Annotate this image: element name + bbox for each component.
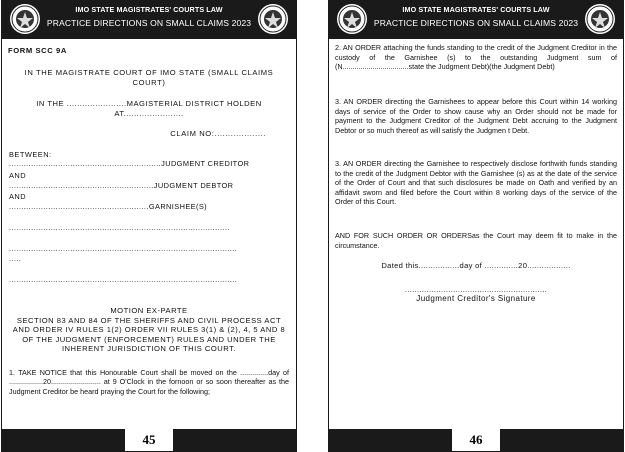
signature-label: Judgment Creditor's Signature xyxy=(416,294,536,303)
left-page xyxy=(1,0,297,452)
page-number: 46 xyxy=(452,429,500,451)
blank-line: ............................................................................................. xyxy=(9,275,238,284)
blank-line: ............................................................................................. xyxy=(9,244,238,253)
blank-line: ..... xyxy=(9,254,22,263)
order-paragraph-3a: 3. AN ORDER directing the Garnishees to appear before this Court within 14 working days of service of the Order to show cause why an Order should not be made for payment to the Judgment Creditor of the Judgment Debt accruing to the Judgment Debtor or so much thereof as will satisfy the Judgmen t Debt. xyxy=(335,97,617,135)
form-id: FORM SCC 9A xyxy=(8,46,67,55)
signature-line: ........................................................... xyxy=(404,285,548,294)
motion-title: MOTION EX-PARTE xyxy=(110,306,188,315)
motion-body: SECTION 83 AND 84 OF THE SHERIFFS AND CIVIL PROCESS ACT AND ORDER IV RULES 1(2) ORDER VII RULES 3(1) & (2), 4, 5 AND 8 OF THE JUDGMENT (ENFORCEMENT) RULES AND UNDER THE INHERENT JURISDICTION OF THIS COURT. xyxy=(12,315,286,354)
further-order-paragraph: AND FOR SUCH ORDER OR ORDERSas the Court may deem fit to make in the circumstance. xyxy=(335,231,617,250)
header-practice-title: PRACTICE DIRECTIONS ON SMALL CLAIMS 2023 xyxy=(373,18,579,28)
and-label: AND xyxy=(9,171,27,180)
between-label: BETWEEN: xyxy=(9,150,52,159)
order-paragraph-3b: 3. AN ORDER directing the Garnishee to respectively disclose forthwith funds standing to the credit of the Judgment Debtor with the Garnishee (s) as at the date of the service of the Order of Court and that such disclosures be made on Oath and verified by an affidavit sworn and filed before the Court within 8 working days of the service of the Order of this Court. xyxy=(335,159,617,206)
judgment-debtor-line: ...........................................................JUDGMENT DEBTOR xyxy=(9,181,234,190)
court-title: IN THE MAGISTRATE COURT OF IMO STATE (SMALL CLAIMS COURT) xyxy=(24,68,274,87)
page-header xyxy=(329,1,623,39)
page-number: 45 xyxy=(125,429,173,451)
garnishee-line: .........................................................GARNISHEE(S) xyxy=(9,202,208,211)
blank-line: .......................................................................................... xyxy=(9,223,230,232)
header-law-title: IMO STATE MAGISTRATES' COURTS LAW xyxy=(402,5,550,14)
right-page xyxy=(328,0,624,452)
motion-block xyxy=(12,306,286,354)
page-footer xyxy=(2,429,296,451)
dated-line: Dated this.................day of ..............20.................. xyxy=(381,261,571,270)
header-practice-title: PRACTICE DIRECTIONS ON SMALL CLAIMS 2023 xyxy=(46,18,252,28)
and-label: AND xyxy=(9,192,27,201)
header-law-title: IMO STATE MAGISTRATES' COURTS LAW xyxy=(75,5,223,14)
district-line: IN THE .......................MAGISTERIAL DISTRICT HOLDEN AT....................... xyxy=(36,99,262,118)
court-seal-icon xyxy=(584,3,616,35)
take-notice-paragraph: 1. TAKE NOTICE that this Honourable Court shall be moved on the ..............day of .................20......................... at 9 O'Clock in the fornoon or so soon thereafter as the Judgment Creditor be heard praying the Court for the following; xyxy=(9,368,289,396)
page-header xyxy=(2,1,296,39)
court-seal-icon xyxy=(257,3,289,35)
order-paragraph-2: 2. AN ORDER attaching the funds standing to the credit of the Judgment Creditor in the custody of the Garnishee (s) to the outstanding Judgment sum of (N.................................state the Judgment Debt)(the Judgment Debt) xyxy=(335,43,617,71)
page-footer xyxy=(329,429,623,451)
judgment-creditor-line: ..............................................................JUDGMENT CREDITOR xyxy=(9,159,250,168)
claim-number: CLAIM NO:................... xyxy=(170,129,266,138)
